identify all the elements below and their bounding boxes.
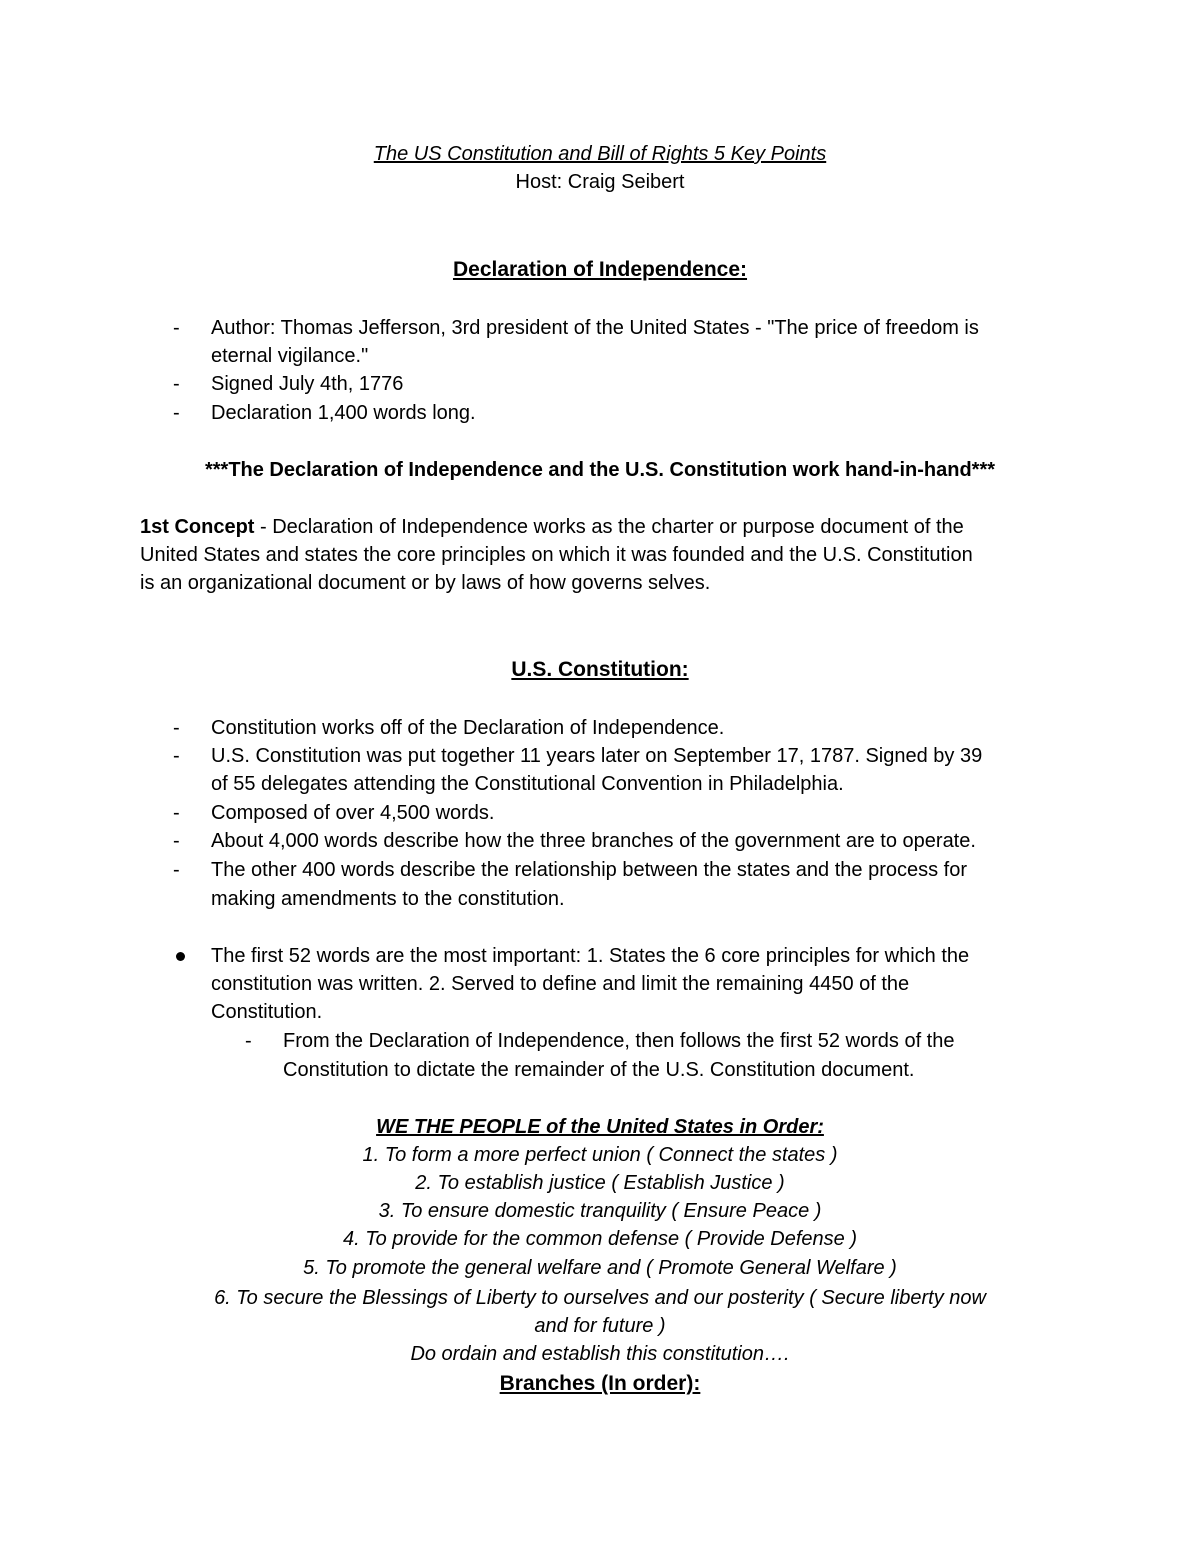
preamble-item-continued: and for future ) — [534, 1315, 666, 1337]
list-item: About 4,000 words describe how the three branches of the government are to operate. — [211, 830, 976, 852]
list-item: Author: Thomas Jefferson, 3rd president of the United States - "The price of freedom is — [211, 317, 979, 339]
document-title: The US Constitution and Bill of Rights 5 Key Points — [373, 143, 827, 165]
preamble-item: 5. To promote the general welfare and ( Promote General Welfare ) — [303, 1257, 897, 1279]
list-dash: - — [173, 717, 180, 739]
list-item: U.S. Constitution was put together 11 years later on September 17, 1787. Signed by 39 — [211, 745, 983, 767]
list-item-continued: of 55 delegates attending the Constitutional Convention in Philadelphia. — [211, 773, 844, 795]
list-item-continued: making amendments to the constitution. — [211, 888, 565, 910]
list-dash: - — [173, 402, 180, 424]
sub-list-item-continued: Constitution to dictate the remainder of the U.S. Constitution document. — [283, 1059, 915, 1081]
bullet-item-continued: Constitution. — [211, 1001, 323, 1023]
preamble-closing: Do ordain and establish this constitution…. — [410, 1343, 790, 1365]
concept-paragraph-line: United States and states the core principles on which it was founded and the U.S. Constitution — [140, 544, 973, 566]
list-dash: - — [173, 745, 180, 767]
list-item: Composed of over 4,500 words. — [211, 802, 495, 824]
preamble-item: 1. To form a more perfect union ( Connect the states ) — [362, 1144, 838, 1166]
bullet-dot-icon — [176, 952, 185, 961]
declaration-heading: Declaration of Independence: — [452, 258, 748, 281]
bullet-item-continued: constitution was written. 2. Served to define and limit the remaining 4450 of the — [211, 973, 910, 995]
hand-in-hand-note: ***The Declaration of Independence and the U.S. Constitution work hand-in-hand*** — [204, 459, 996, 481]
sub-list-dash: - — [245, 1030, 252, 1052]
branches-heading: Branches (In order): — [499, 1372, 701, 1395]
constitution-heading: U.S. Constitution: — [511, 658, 689, 681]
preamble-item: 2. To establish justice ( Establish Justice ) — [415, 1172, 785, 1194]
host-line: Host: Craig Seibert — [515, 171, 685, 193]
list-dash: - — [173, 373, 180, 395]
concept-paragraph-line — [140, 513, 964, 541]
preamble-item: 6. To secure the Blessings of Liberty to ourselves and our posterity ( Secure liberty now — [214, 1287, 986, 1309]
list-dash: - — [173, 802, 180, 824]
bullet-item: The first 52 words are the most important: 1. States the 6 core principles for which the — [211, 945, 970, 967]
list-item: Signed July 4th, 1776 — [211, 373, 404, 395]
list-item: Constitution works off of the Declaration of Independence. — [211, 717, 725, 739]
concept-paragraph-line: is an organizational document or by laws of how governs selves. — [140, 572, 711, 594]
concept-text: - Declaration of Independence works as the charter or purpose document of the — [254, 516, 964, 538]
list-item: Declaration 1,400 words long. — [211, 402, 476, 424]
concept-label: 1st Concept — [140, 516, 255, 538]
list-item: The other 400 words describe the relationship between the states and the process for — [211, 859, 968, 881]
preamble-heading: WE THE PEOPLE of the United States in Order: — [376, 1116, 824, 1138]
sub-list-item: From the Declaration of Independence, then follows the first 52 words of the — [283, 1030, 955, 1052]
list-dash: - — [173, 317, 180, 339]
list-dash: - — [173, 859, 180, 881]
list-dash: - — [173, 830, 180, 852]
preamble-item: 3. To ensure domestic tranquility ( Ensure Peace ) — [378, 1200, 822, 1222]
preamble-item: 4. To provide for the common defense ( Provide Defense ) — [343, 1228, 857, 1250]
list-item-continued: eternal vigilance." — [211, 345, 369, 367]
